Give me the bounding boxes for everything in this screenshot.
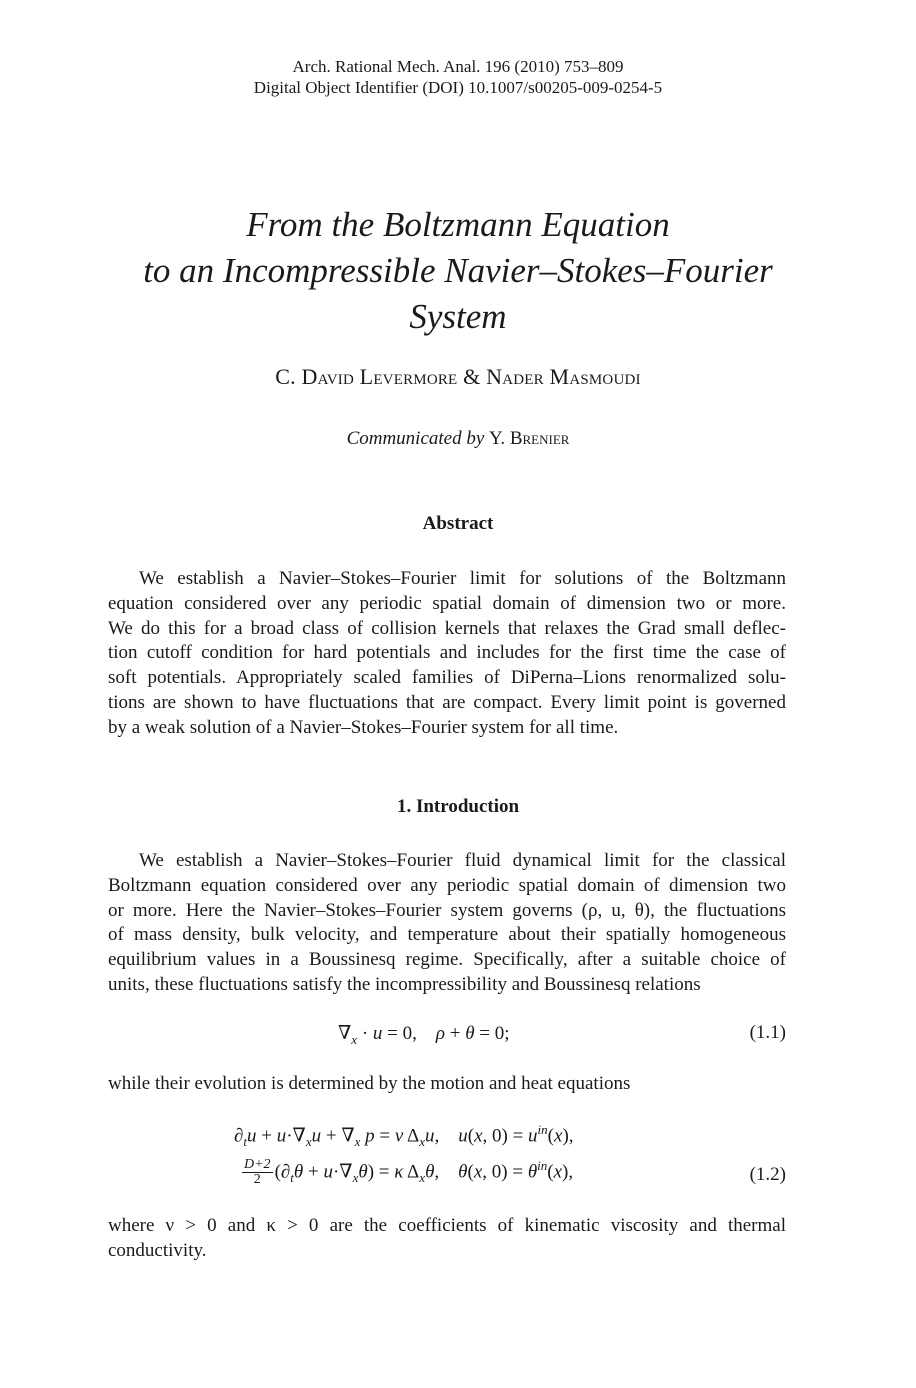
intro-line: or more. Here the Navier–Stokes–Fourier system governs (ρ, u, θ), the fluctuations [108,899,786,921]
intro-line: equilibrium values in a Boussinesq regime. Specifically, after a suitable choice of [108,949,786,971]
abstract-line: by a weak solution of a Navier–Stokes–Fourier system for all time. [108,716,619,738]
abstract-heading: Abstract [422,513,494,534]
communicating-editor: Y. Brenier [489,428,570,449]
abstract-text [108,567,786,741]
equation-number: (1.1) [749,1022,786,1043]
communicated-by [0,428,916,450]
title-line: From the Boltzmann Equation [246,205,670,244]
intro-line: conductivity. [108,1239,207,1261]
intro-line: units, these fluctuations satisfy the incompressibility and Boussinesq relations [108,973,701,995]
doi-line: Digital Object Identifier (DOI) 10.1007/s00205-009-0254-5 [253,78,663,97]
abstract-line: equation considered over any periodic spatial domain of dimension two or more. [108,592,786,614]
intro-paragraph-2 [108,1072,786,1097]
section-heading-introduction: 1. Introduction [396,796,520,817]
abstract-line: soft potentials. Appropriately scaled families of DiPerna–Lions renormalized solu- [108,667,786,689]
journal-citation: Arch. Rational Mech. Anal. 196 (2010) 753–809 [292,57,624,76]
intro-line: where ν > 0 and κ > 0 are the coefficients of kinematic viscosity and thermal [108,1215,786,1236]
abstract-line: tions are shown to have fluctuations that are compact. Every limit point is governed [108,691,786,713]
paper-title [0,202,916,340]
motion-equation: $\partial_tu + u\cdot\nabla_xu + \nabla_x$ p = ν $\Delta_xu$, u(x, $0) = u^{in}(x)$, [234,1122,574,1150]
authors: C. David Levermore & Nader Masmoudi [275,364,641,389]
intro-paragraph [108,849,786,998]
title-line: System [409,297,507,336]
title-line: to an Incompressible Navier–Stokes–Fourier [143,251,773,290]
heat-equation: $\frac{D+2}{2}$ $(\partial_t\theta + u\cdot\nabla_x\theta) = \kappa$ $\Delta_x\theta$, θ(x, $0) = \theta^{in}(x)$, [244,1157,574,1188]
fraction: $\frac{D+2}{2}$ [244,1157,271,1188]
intro-line: while their evolution is determined by the motion and heat equations [108,1073,631,1094]
abstract-line: We establish a Navier–Stokes–Fourier limit for solutions of the Boltzmann [139,568,786,589]
intro-line: of mass density, bulk velocity, and temperature about their spatially homogeneous [108,924,786,946]
equation-number: (1.2) [749,1164,786,1185]
abstract-line: We do this for a broad class of collision kernels that relaxes the Grad small deflec- [108,617,786,639]
intro-line: Boltzmann equation considered over any periodic spatial domain of dimension two [108,874,786,896]
equation-1-1: $\nabla_x \cdot u = 0$, ρ + θ = 0; [338,1023,510,1047]
abstract-line: tion cutoff condition for hard potentials and includes for the first time the case of [108,642,786,664]
communicated-prefix: Communicated by [346,428,485,449]
intro-paragraph-3 [108,1214,786,1264]
intro-line: We establish a Navier–Stokes–Fourier fluid dynamical limit for the classical [139,850,786,871]
